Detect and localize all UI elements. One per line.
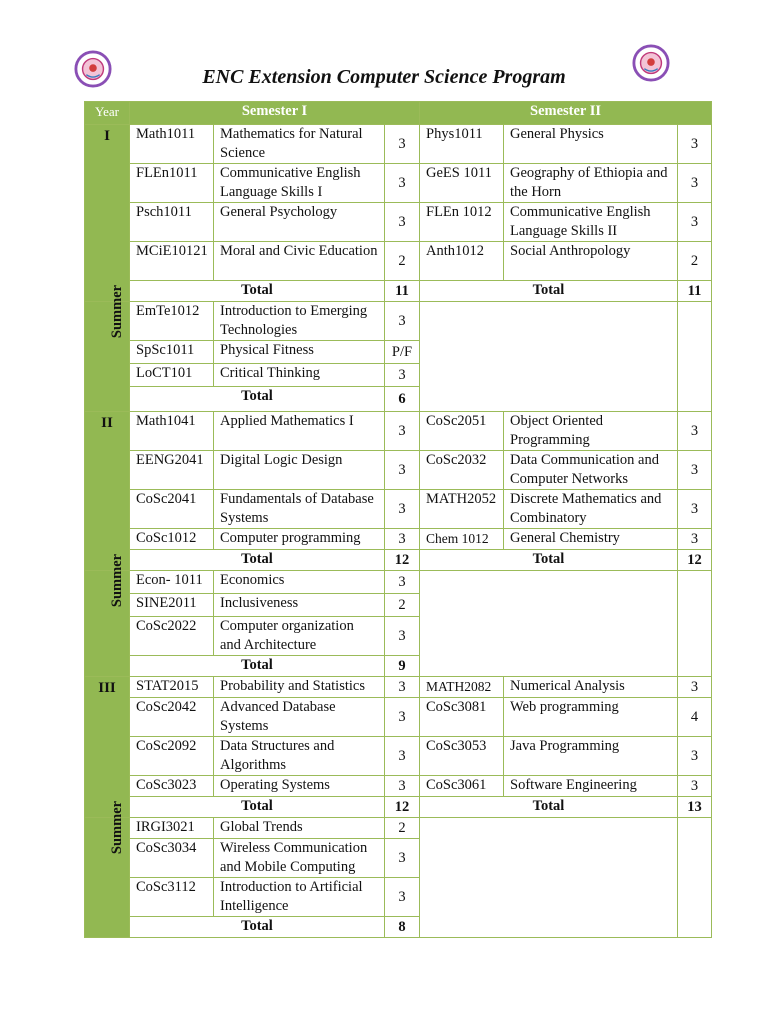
- credit-hours: P/F: [385, 341, 420, 364]
- course-code: CoSc3034: [130, 839, 214, 878]
- course-code: CoSc2022: [130, 617, 214, 656]
- total-credits: 6: [385, 387, 420, 412]
- course-name: Introduction to Emerging Technologies: [214, 302, 385, 341]
- course-code: CoSc3053: [420, 737, 504, 776]
- total-credits: 8: [385, 917, 420, 938]
- course-name: Social Anthropology: [504, 242, 678, 281]
- total-label: Total: [420, 281, 678, 302]
- course-code: Math1041: [130, 412, 214, 451]
- credit-hours: 3: [385, 737, 420, 776]
- course-name: Geography of Ethiopia and the Horn: [504, 164, 678, 203]
- credit-hours: 3: [385, 451, 420, 490]
- summer-label-cell: [85, 800, 130, 938]
- course-name: Web programming: [504, 698, 678, 737]
- course-code: EmTe1012: [130, 302, 214, 341]
- credit-hours: 3: [385, 164, 420, 203]
- table-row: [85, 776, 712, 797]
- empty-cell: [678, 818, 712, 938]
- total-credits: 12: [385, 550, 420, 571]
- course-code: MATH2082: [420, 677, 504, 698]
- course-name: Probability and Statistics: [214, 677, 385, 698]
- summer-label: Summer: [109, 800, 126, 855]
- total-label: Total: [130, 387, 385, 412]
- total-credits: 12: [385, 797, 420, 818]
- course-code: SpSc1011: [130, 341, 214, 364]
- course-name: Software Engineering: [504, 776, 678, 797]
- semester-2-header: Semester II: [420, 102, 712, 125]
- course-name: Communicative English Language Skills I: [214, 164, 385, 203]
- course-code: Anth1012: [420, 242, 504, 281]
- year-label: I: [104, 128, 110, 144]
- credit-hours: 3: [678, 776, 712, 797]
- course-code: LoCT101: [130, 364, 214, 387]
- table-row: [85, 412, 712, 451]
- total-label: Total: [130, 550, 385, 571]
- total-label: Total: [130, 797, 385, 818]
- credit-hours: 3: [385, 302, 420, 341]
- table-row: [85, 302, 712, 341]
- total-row: [85, 797, 712, 818]
- year-label-cell: [85, 125, 130, 302]
- course-code: CoSc3081: [420, 698, 504, 737]
- credit-hours: 3: [678, 677, 712, 698]
- table-row: [85, 490, 712, 529]
- credit-hours: 3: [385, 839, 420, 878]
- table-row: [85, 818, 712, 839]
- course-code: SINE2011: [130, 594, 214, 617]
- total-credits: 9: [385, 656, 420, 677]
- total-credits: 12: [678, 550, 712, 571]
- course-code: Psch1011: [130, 203, 214, 242]
- table-row: [85, 698, 712, 737]
- course-name: General Physics: [504, 125, 678, 164]
- course-code: IRGI3021: [130, 818, 214, 839]
- credit-hours: 3: [385, 698, 420, 737]
- empty-cell: [420, 818, 678, 938]
- course-code: CoSc2042: [130, 698, 214, 737]
- course-code: CoSc3112: [130, 878, 214, 917]
- course-name: Applied Mathematics I: [214, 412, 385, 451]
- table-row: [85, 164, 712, 203]
- summer-label: Summer: [109, 284, 126, 339]
- course-code: FLEn 1012: [420, 203, 504, 242]
- year-label-cell: [85, 677, 130, 818]
- summer-label: Summer: [109, 553, 126, 608]
- course-name: Data Communication and Computer Networks: [504, 451, 678, 490]
- course-code: CoSc3061: [420, 776, 504, 797]
- credit-hours: 2: [678, 242, 712, 281]
- credit-hours: 3: [678, 203, 712, 242]
- course-name: Moral and Civic Education: [214, 242, 385, 281]
- credit-hours: 3: [385, 776, 420, 797]
- credit-hours: 3: [385, 490, 420, 529]
- total-label: Total: [130, 656, 385, 677]
- course-name: Object Oriented Programming: [504, 412, 678, 451]
- credit-hours: 3: [385, 529, 420, 550]
- table-row: [85, 125, 712, 164]
- table-row: [85, 737, 712, 776]
- course-name: Introduction to Artificial Intelligence: [214, 878, 385, 917]
- course-name: Mathematics for Natural Science: [214, 125, 385, 164]
- credit-hours: 2: [385, 594, 420, 617]
- year-label-cell: [85, 412, 130, 571]
- credit-hours: 3: [385, 677, 420, 698]
- course-name: General Chemistry: [504, 529, 678, 550]
- credit-hours: 3: [385, 364, 420, 387]
- course-code: CoSc3023: [130, 776, 214, 797]
- summer-label-cell: [85, 553, 130, 677]
- summer-label-cell: [85, 284, 130, 412]
- empty-cell: [420, 571, 678, 677]
- total-credits: 11: [678, 281, 712, 302]
- credit-hours: 3: [385, 571, 420, 594]
- course-name: Advanced Database Systems: [214, 698, 385, 737]
- total-row: [85, 550, 712, 571]
- total-label: Total: [130, 281, 385, 302]
- credit-hours: 4: [678, 698, 712, 737]
- table-row: [85, 571, 712, 594]
- table-row: [85, 203, 712, 242]
- total-credits: 11: [385, 281, 420, 302]
- course-name: Digital Logic Design: [214, 451, 385, 490]
- semester-1-header: Semester I: [130, 102, 420, 125]
- course-name: Discrete Mathematics and Combinatory: [504, 490, 678, 529]
- course-code: CoSc2092: [130, 737, 214, 776]
- course-name: Operating Systems: [214, 776, 385, 797]
- credit-hours: 3: [385, 125, 420, 164]
- course-name: Numerical Analysis: [504, 677, 678, 698]
- course-code: STAT2015: [130, 677, 214, 698]
- total-credits: 13: [678, 797, 712, 818]
- credit-hours: 3: [678, 490, 712, 529]
- credit-hours: 3: [678, 529, 712, 550]
- course-name: Data Structures and Algorithms: [214, 737, 385, 776]
- credit-hours: 3: [678, 164, 712, 203]
- credit-hours: 3: [678, 451, 712, 490]
- total-label: Total: [420, 797, 678, 818]
- course-name: Global Trends: [214, 818, 385, 839]
- credit-hours: 2: [385, 818, 420, 839]
- credit-hours: 3: [678, 737, 712, 776]
- credit-hours: 3: [385, 203, 420, 242]
- credit-hours: 3: [385, 412, 420, 451]
- course-name: Inclusiveness: [214, 594, 385, 617]
- course-code: CoSc1012: [130, 529, 214, 550]
- course-name: Economics: [214, 571, 385, 594]
- course-name: Physical Fitness: [214, 341, 385, 364]
- course-code: Math1011: [130, 125, 214, 164]
- year-label: III: [98, 680, 116, 696]
- page-title: ENC Extension Computer Science Program: [202, 66, 566, 88]
- course-code: GeES 1011: [420, 164, 504, 203]
- course-name: Computer organization and Architecture: [214, 617, 385, 656]
- course-code: MATH2052: [420, 490, 504, 529]
- table-header-row: [85, 102, 712, 125]
- course-name: Java Programming: [504, 737, 678, 776]
- course-name: Fundamentals of Database Systems: [214, 490, 385, 529]
- empty-cell: [678, 571, 712, 677]
- table-row: [85, 677, 712, 698]
- table-row: [85, 451, 712, 490]
- year-header: Year: [85, 102, 130, 125]
- course-code: EENG2041: [130, 451, 214, 490]
- empty-cell: [420, 302, 678, 412]
- table-row: [85, 529, 712, 550]
- course-code: Chem 1012: [420, 529, 504, 550]
- course-code: Econ- 1011: [130, 571, 214, 594]
- course-code: CoSc2051: [420, 412, 504, 451]
- curriculum-table: [84, 101, 712, 938]
- course-code: MCiE10121: [130, 242, 214, 281]
- empty-cell: [678, 302, 712, 412]
- credit-hours: 3: [385, 878, 420, 917]
- total-label: Total: [130, 917, 385, 938]
- total-row: [85, 281, 712, 302]
- course-name: Computer programming: [214, 529, 385, 550]
- course-code: CoSc2032: [420, 451, 504, 490]
- year-label: II: [101, 415, 113, 431]
- credit-hours: 3: [678, 125, 712, 164]
- credit-hours: 3: [385, 617, 420, 656]
- course-code: CoSc2041: [130, 490, 214, 529]
- course-code: Phys1011: [420, 125, 504, 164]
- course-code: FLEn1011: [130, 164, 214, 203]
- credit-hours: 3: [678, 412, 712, 451]
- course-name: General Psychology: [214, 203, 385, 242]
- credit-hours: 2: [385, 242, 420, 281]
- total-label: Total: [420, 550, 678, 571]
- table-row: [85, 242, 712, 281]
- course-name: Communicative English Language Skills II: [504, 203, 678, 242]
- course-name: Wireless Communication and Mobile Computing: [214, 839, 385, 878]
- course-name: Critical Thinking: [214, 364, 385, 387]
